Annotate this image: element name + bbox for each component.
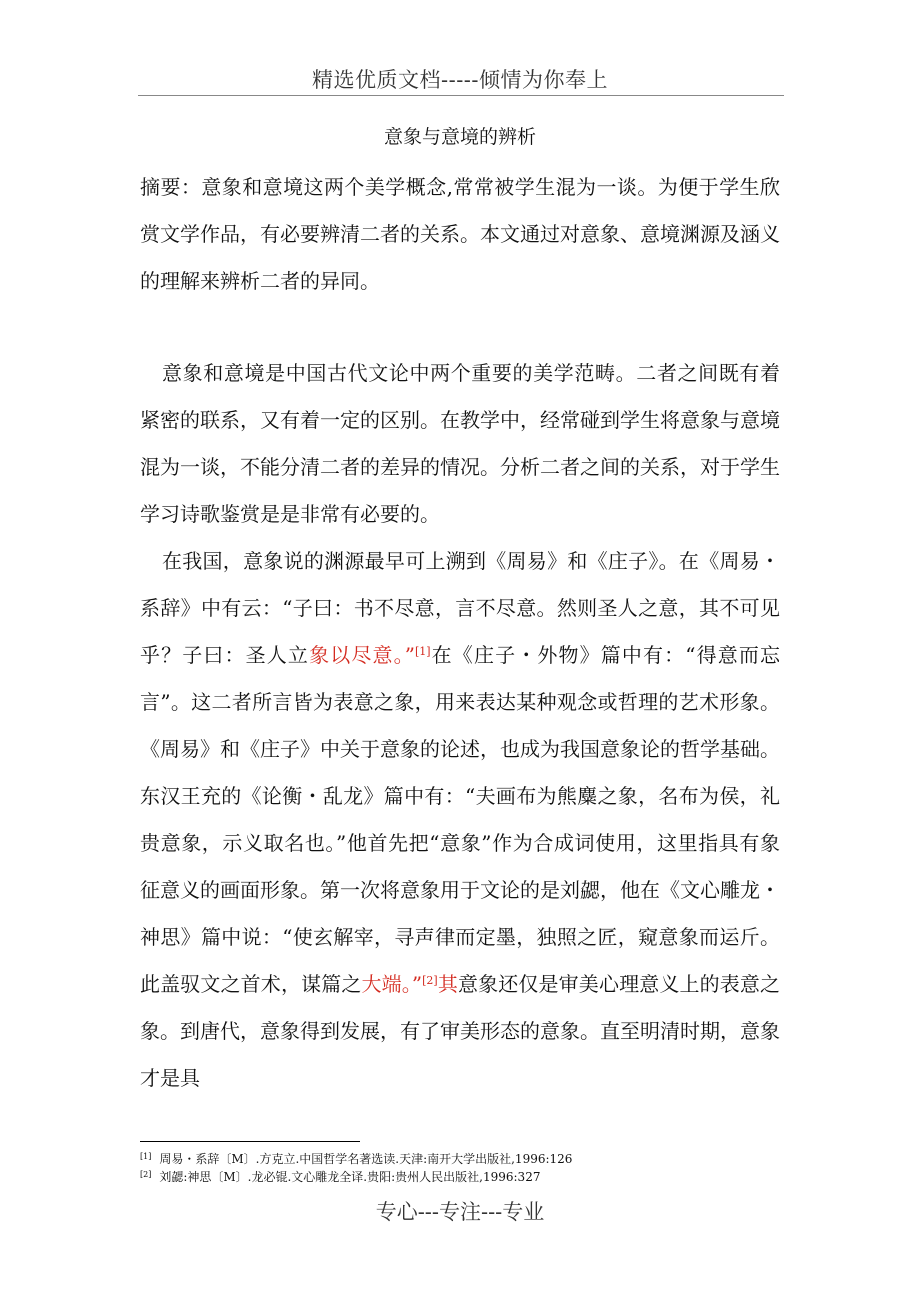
document-title: 意象与意境的辨析 [383,126,536,148]
body-text [140,350,780,1102]
footnotes [140,1150,780,1186]
footnote-ref-1[interactable]: [1] [414,645,431,658]
paragraph-2-text-a: 在我国，意象说的渊源最早可上溯到《周易》和《庄子》。在《周易・系辞》中有云：“子曰：书不尽意，言不尽意。然则圣人之意，其不可见乎？子曰：圣人立 [140,549,780,667]
paragraph-2-text-b: 在《庄子・外物》篇中有：“得意而忘言”。这二者所言皆为表意之象，用来表达某种观念或哲理的艺术形象。《周易》和《庄子》中关于意象的论述，也成为我国意象论的哲学基础。东汉王充的《论衡・乱龙》篇中有：“夫画布为熊麋之象，名布为侯，礼贵意象，示义取名也。”他首先把“意象”作为合成词使用，这里指具有象征意义的画面形象。第一次将意象用于文论的是刘勰，他在《文心雕龙・神思》篇中说：“使玄解宰，寻声律而定墨，独照之匠，窥意象而运斤。此盖驭文之首术，谋篇之 [140,643,781,996]
footnote-rule [140,1141,360,1142]
emphasis-quote-2: 大端。” [361,972,423,996]
paragraph-2 [140,538,780,1102]
paragraph-2-text-c: 意象还仅是审美心理意义上的表意之象。到唐代，意象得到发展，有了审美形态的意象。直至明清时期，意象才是具 [140,972,781,1090]
footnote-text-2: 刘勰:神思〔M〕.龙必锟.文心雕龙全译.贵阳:贵州人民出版社,1996:327 [159,1170,541,1184]
footnote-ref-2[interactable]: [2] [422,974,438,987]
page-header: 精选优质文档-----倾情为你奉上 [312,68,608,92]
footnote-2 [140,1168,780,1186]
footnote-mark-1: [1] [140,1152,152,1161]
page-footer: 专心---专注---专业 [375,1200,545,1224]
abstract-block [140,164,780,305]
footnote-mark-2: [2] [140,1170,152,1179]
paragraph-1: 意象和意境是中国古代文论中两个重要的美学范畴。二者之间既有着紧密的联系，又有着一定的区别。在教学中，经常碰到学生将意象与意境混为一谈，不能分清二者的差异的情况。分析二者之间的关系，对于学生学习诗歌鉴赏是是非常有必要的。 [140,361,780,526]
footnote-text-1: 周易・系辞〔M〕.方克立.中国哲学名著选读.天津:南开大学出版社,1996:126 [159,1152,573,1166]
header-rule [138,95,784,96]
emphasis-char: 其 [437,972,458,996]
footnote-1 [140,1150,780,1168]
emphasis-quote-1: 象以尽意。” [309,643,415,667]
abstract-text: 摘要：意象和意境这两个美学概念,常常被学生混为一谈。为便于学生欣赏文学作品，有必要辨清二者的关系。本文通过对意象、意境渊源及涵义的理解来辨析二者的异同。 [140,175,780,293]
